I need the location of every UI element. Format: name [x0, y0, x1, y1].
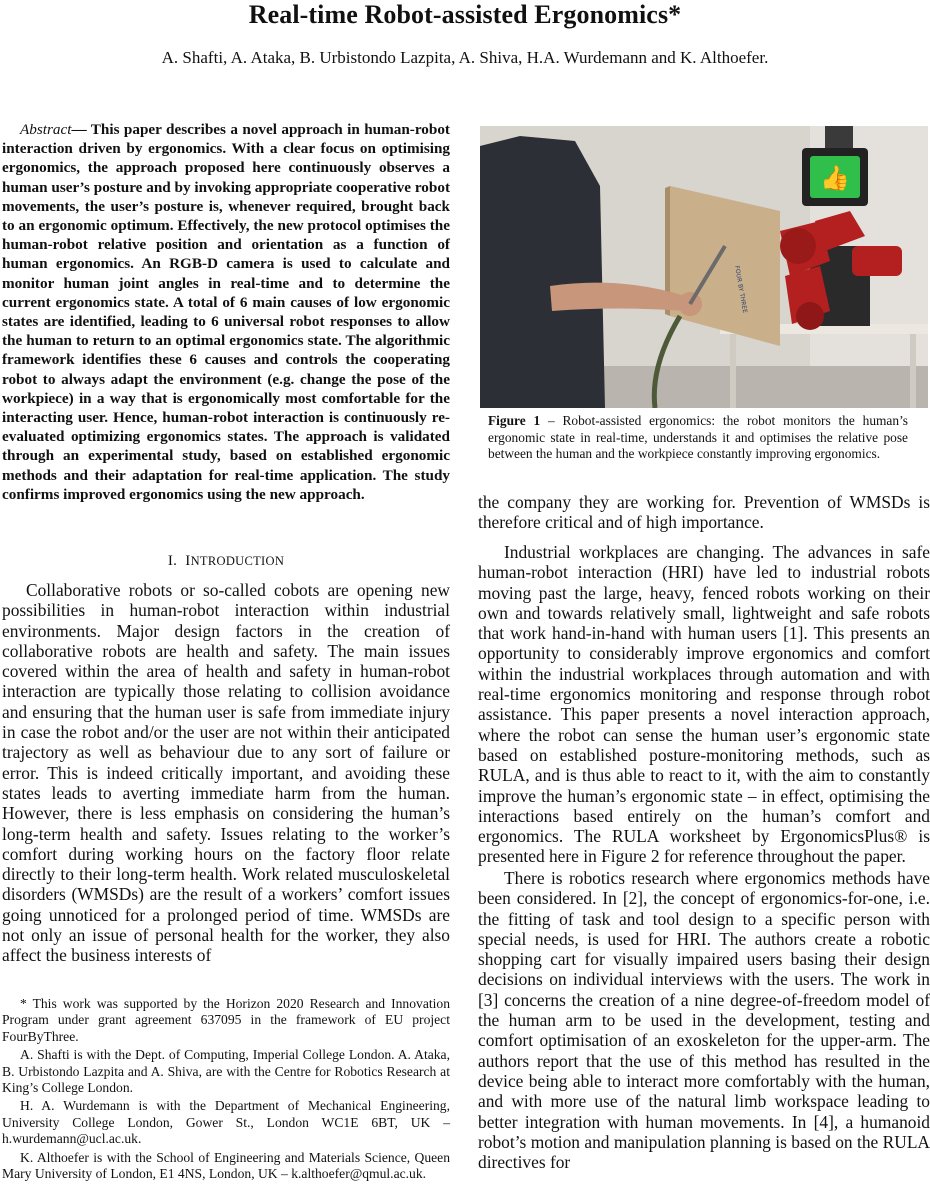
thumbs-up-icon: 👍 — [820, 164, 850, 192]
intro-paragraph-3: There is robotics research where ergonomics methods have been considered. In [2], the concept of ergonomics-for-one, i.e. the fitting of task and tool design to a specific person with special needs, is used for HRI. The authors create a robotic shopping cart for visually impaired users basing their design decisions on individual interviews with the users. The work in [3] concerns the creation of a nine degree-of-freedom model of the human arm to be used in the development, testing and comfort optimisation of an exoskeleton for the upper-arm. The authors report that the use of this method has resulted in the device being able to interact more comfortably with the human, and with more use of the natural limb workspace leading to better integration with human movements. In [4], a humanoid robot’s motion and manipulation planning is based on the RULA directives for — [478, 868, 930, 1173]
abstract-text: This paper describes a novel approach in human-robot interaction driven by ergonomics. With a clear focus on optimising ergonomics, the approach proposed here continuously observes a human user’s posture and by invoking appropriate cooperative robot movements, the user’s posture is, whenever required, brought back to an ergonomic optimum. Effectively, the new protocol optimises the human-robot relative position and orientation as a function of human ergonomics. An RGB-D camera is used to calculate and monitor human joint angles in real-time and to determine the current ergonomics state. A total of 6 main causes of low ergonomic states are identified, leading to 6 universal robot responses to allow the human to return to an optimal ergonomics state. The algorithmic framework identifies these 6 causes and controls the cooperating robot to always adapt the environment (e.g. change the pose of the workpiece) in a way that is ergonomically most comfortable for the interacting user. Hence, human-robot interaction is continuously re-evaluated optimizing ergonomics states. The approach is validated through an experimental study, based on established ergonomic methods and their adaptation for real-time application. The study confirms improved ergonomics using the new approach. — [2, 121, 450, 503]
abstract-dash: — — [71, 121, 87, 138]
footnote-funding: * This work was supported by the Horizon 2020 Research and Innovation Program under grant agreement 637095 in the framework of EU project FourByThree. — [2, 996, 450, 1044]
box-label: FOUR BY THREE — [733, 265, 749, 314]
section-title-rest: NTRODUCTION — [190, 554, 285, 568]
abstract-lead: Abstract — [20, 121, 72, 138]
footnote-affiliation-2: H. A. Wurdemann is with the Department of Mechanical Engineering, University College London, Gower St., London WC1E 6BT, UK – h.wurdemann@ucl.ac.uk. — [2, 1098, 450, 1147]
footnotes — [2, 996, 450, 1184]
figure-1-caption-text: – Robot-assisted ergonomics: the robot monitors the human’s ergonomic state in real-time, understands it and optimises the relative pose between the human and the workpiece constantly improving ergonomics. — [488, 413, 908, 462]
footnote-affiliation-1: A. Shafti is with the Dept. of Computing, Imperial College London. A. Ataka, B. Urbistondo Lazpita and A. Shiva, are with the Centre for Robotics Research at King’s College London. — [2, 1047, 450, 1096]
author-list: A. Shafti, A. Ataka, B. Urbistondo Lazpita, A. Shiva, H.A. Wurdemann and K. Althoefer. — [161, 48, 769, 67]
human-torso — [480, 136, 605, 408]
intro-paragraph-1-continued: the company they are working for. Prevention of WMSDs is therefore critical and of high importance. — [478, 492, 930, 533]
section-number: I. — [167, 553, 178, 569]
intro-paragraph-2: Industrial workplaces are changing. The advances in safe human-robot interaction (HRI) have led to industrial robots moving past the large, heavy, fenced robots working on their own and towards relatively small, lightweight and safe robots that work hand-in-hand with human users [1]. This presents an opportunity to considerably improve ergonomics and comfort within the industrial workplaces through automation and with real-time ergonomics monitoring and response through robot assistance. This paper presents a novel interaction approach, where the robot can sense the human user’s ergonomic state based on established posture-monitoring methods, such as RULA, and is thus able to react to it, with the aim to constantly improve the human’s ergonomic state – in effect, optimising the interactions based entirely on the human’s comfort and ergonomics. The RULA worksheet by ErgonomicsPlus® is presented here in Figure 2 for reference throughout the paper. — [478, 542, 930, 867]
figure-1-photo — [480, 126, 928, 408]
section-heading-introduction — [2, 552, 450, 570]
section-title-initial: I — [185, 553, 191, 569]
abstract — [2, 120, 450, 504]
figure-1-label: Figure 1 — [488, 413, 541, 428]
intro-paragraph-1: Collaborative robots or so-called cobots are opening new possibilities in human-robot interaction within industrial environments. Major design factors in the creation of collaborative robots are health and safety. The main issues covered within the area of health and safety in human-robot interaction are typically those relating to collision avoidance and ensuring that the human user is safe from immediate injury in case the robot and/or the user are not within their anticipated trajectory as well as behaviour due to any sort of failure or error. This is indeed critically important, and avoiding these states leads to averting immediate harm from the human. However, there is less emphasis on considering the human’s long-term health and safety. Issues relating to the worker’s comfort during working hours on the factory floor relate directly to their long-term health. Work related musculoskeletal disorders (WMSDs) are the result of a workers’ comfort issues going unnoticed for a prolonged period of time. WMSDs are not only an issue of personal health for the worker, they also affect the business interests of — [2, 580, 450, 966]
figure-1-illustration — [480, 126, 928, 408]
footnote-affiliation-3: K. Althoefer is with the School of Engineering and Materials Science, Queen Mary University of London, E1 4NS, London, UK – k.althoefer@qmul.ac.uk. — [2, 1149, 450, 1182]
paper-title: Real-time Robot-assisted Ergonomics* — [248, 0, 682, 29]
figure-1-caption — [488, 413, 908, 463]
